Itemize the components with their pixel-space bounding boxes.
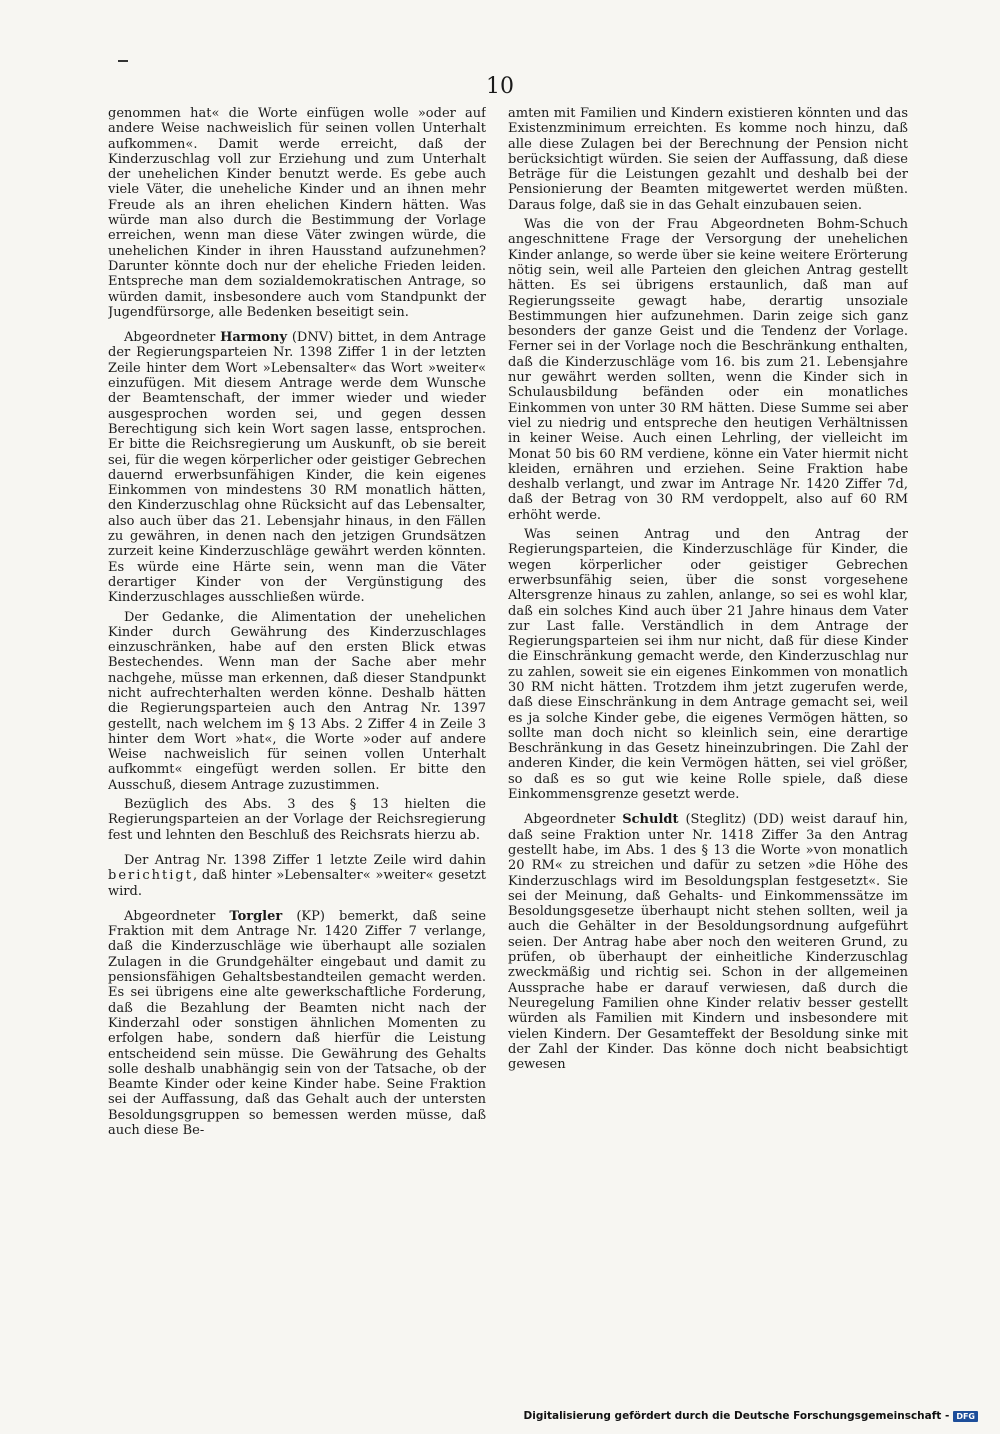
paragraph: Was die von der Frau Abgeordneten Bohm-Schuch angeschnittene Frage der Versorgung der unehelichen Kinder anlange, so werde über sie keine weitere Erörterung nötig sein, weil alle Parteien den gleichen Antrag gestellt hätten. Es sei übrigens erstaunlich, daß man auf Regierungsseite gewagt habe, derartig unsoziale Bestimmungen hier aufzunehmen. Darin zeige sich ganz besonders der ganze Geist und die Tendenz der Vorlage. Ferner sei in der Vorlage noch die Beschränkung enthalten, daß die Kinderzuschläge vom 16. bis zum 21. Lebensjahre nur gewährt werden sollten, wenn die Kinder sich in Schulausbildung befänden oder ein monatliches Einkommen von unter 30 RM hätten. Diese Summe sei aber viel zu niedrig und entspreche den heutigen Verhältnissen in keiner Weise. Auch einen Lehrling, der vielleicht im Monat 50 bis 60 RM verdiene, könne ein Vater hiermit nicht kleiden, ernähren und erziehen. Seine Fraktion habe deshalb verlangt, und zwar im Antrage Nr. 1420 Ziffer 7d, daß der Betrag von 30 RM verdoppelt, also auf 60 RM erhöht werde. [508, 217, 908, 523]
paragraph: Der Gedanke, die Alimentation der unehelichen Kinder durch Gewährung des Kinderzuschlages einzuschränken, habe auf den ersten Blick etwas Bestechendes. Wenn man der Sache aber mehr nachgehe, müsse man erkennen, daß dieser Standpunkt nicht aufrechterhalten werden könne. Deshalb hätten die Regierungsparteien auch den Antrag Nr. 1397 gestellt, nach welchem im § 13 Abs. 2 Ziffer 4 in Zeile 3 hinter dem Wort »hat«, die Worte »oder auf andere Weise nachweislich für seinen vollen Unterhalt aufkommt« eingefügt werden sollen. Er bitte den Ausschuß, diesem Antrage zuzustimmen. [108, 609, 486, 793]
page-number: 10 [486, 74, 514, 99]
speaker-prefix: Abgeordneter [124, 908, 216, 924]
scan-mark [118, 60, 128, 62]
dfg-logo: DFG [953, 1411, 978, 1422]
paragraph-harmony [108, 330, 486, 605]
paragraph: Bezüglich des Abs. 3 des § 13 hielten die Regierungsparteien an der Vorlage der Reichsregierung fest und lehnten den Beschluß des Reichsrats hierzu ab. [108, 797, 486, 843]
paragraph-schuldt [508, 812, 908, 1072]
paragraph: genommen hat« die Worte einfügen wolle »oder auf andere Weise nachweislich für seinen vollen Unterhalt aufkommen«. Damit werde erreicht, daß der Kinderzuschlag voll zur Erziehung und zum Unterhalt der unehelichen Kinder benutzt werde. Es gebe auch viele Väter, die uneheliche Kinder und an ihnen mehr Freude als an ihren ehelichen Kindern hätten. Was würde man also durch die Bestimmung der Vorlage erreichen, wenn man diese Väter zwingen würde, die unehelichen Kinder in ihren Hausstand aufzunehmen? Darunter könnte doch nur der eheliche Frieden leiden. Entspreche man dem sozialdemokratischen Antrage, so würden damit, insbesondere auch vom Standpunkt der Jugendfürsorge, alle Bedenken beseitigt sein. [108, 106, 486, 320]
paragraph: Was seinen Antrag und den Antrag der Regierungsparteien, die Kinderzuschläge für Kinder, die wegen körperlicher oder geistiger Gebrechen erwerbsunfähig seien, über die sonst vorgesehene Altersgrenze hinaus zu zahlen, anlange, so sei es wohl klar, daß ein solches Kind auch über 21 Jahre hinaus dem Vater zur Last falle. Verständlich in dem Antrage der Regierungsparteien sei ihm nur nicht, daß für diese Kinder die Einschränkung gemacht werde, den Kinderzuschlag nur zu zahlen, soweit sie ein eigenes Einkommen von monatlich 30 RM nicht hätten. Trotzdem ihm jetzt zugerufen werde, daß diese Einschränkung in dem Antrage gemacht sei, weil es ja solche Kinder gebe, die eigenes Vermögen hätten, so sollte man doch nicht so kleinlich sein, eine derartige Beschränkung in das Gesetz hineinzubringen. Die Zahl der anderen Kinder, die kein Vermögen hätten, sei viel größer, so daß es so gut wie keine Rolle spiele, daß diese Einkommensgrenze gesetzt werde. [508, 527, 908, 803]
speaker-prefix: Abgeordneter [524, 812, 616, 828]
paragraph-text: (Steglitz) (DD) weist darauf hin, daß seine Fraktion unter Nr. 1418 Ziffer 3a den Antrag gestellt habe, im Abs. 1 des § 13 die Worte »von monatlich 20 RM« zu streichen und dafür zu setzen »die Höhe des Kinderzuschlags wird im Besoldungsplan festgesetzt«. Sie sei der Meinung, daß Gehalts- und Einkommenssätze im Besoldungsgesetze überhaupt nicht stehen sollten, weil ja auch die Gehälter in der Besoldungsordnung aufgeführt seien. Der Antrag habe aber noch den weiteren Grund, zu prüfen, ob überhaupt der einheitliche Kinderzuschlag zweckmäßig und richtig sei. Schon in der allgemeinen Aussprache habe er darauf verwiesen, daß durch die Neuregelung Familien ohne Kinder relativ besser gestellt würden als Familien mit Kindern und insbesondere mit vielen Kindern. Der Gesamteffekt der Besoldung sinke mit der Zahl der Kinder. Das könne doch nicht beabsichtigt gewesen [508, 812, 908, 1073]
paragraph: amten mit Familien und Kindern existieren könnten und das Existenzminimum erreichten. Es komme noch hinzu, daß alle diese Zulagen bei der Berechnung der Pension nicht berücksichtigt würden. Sie seien der Auffassung, daß diese Beträge für die Leistungen gezahlt und deshalb bei der Pensionierung der Beamten mitgewertet werden müßten. Daraus folge, daß sie in das Gehalt einzubauen seien. [508, 106, 908, 213]
digitization-footer [524, 1410, 978, 1422]
paragraph-correction [108, 853, 486, 899]
paragraph-text: , daß hinter »Lebensalter« »weiter« gesetzt wird. [108, 868, 486, 899]
paragraph-text: (DNV) bittet, in dem Antrage der Regierungsparteien Nr. 1398 Ziffer 1 in der letzten Zeile hinter dem Wort »Lebensalter« das Wort »weiter« einzufügen. Mit diesem Antrage werde dem Wunsche der Beamtenschaft, der immer wieder und wieder ausgesprochen worden sei, und gegen dessen Berechtigung sich kein Wort sagen lasse, entsprochen. Er bitte die Reichsregierung um Auskunft, ob sie bereit sei, für die wegen körperlicher oder geistiger Gebrechen dauernd erwerbsunfähigen Kinder, die kein eigenes Einkommen von mindestens 30 RM monatlich hätten, den Kinderzuschlag ohne Rücksicht auf das Lebensalter, also auch über das 21. Lebensjahr hinaus, in den Fällen zu gewähren, in denen nach den jetzigen Grundsätzen zurzeit keine Kinderzuschläge gewährt werden könnten. Es würde eine Härte sein, wenn man die Väter derartiger Kinder von der Vergünstigung des Kinderzuschlages ausschließen würde. [108, 330, 486, 606]
paragraph-torgler [108, 909, 486, 1138]
spaced-word: berichtigt [108, 868, 193, 884]
paragraph-text: Der Antrag Nr. 1398 Ziffer 1 letzte Zeile wird dahin [124, 852, 486, 868]
speaker-name: Torgler [229, 908, 283, 924]
right-column [508, 106, 908, 1306]
left-column [108, 106, 486, 1306]
speaker-prefix: Abgeordneter [124, 330, 216, 346]
footer-text: Digitalisierung gefördert durch die Deutsche Forschungsgemeinschaft - [523, 1410, 950, 1422]
speaker-name: Harmony [220, 330, 288, 346]
speaker-name: Schuldt [622, 812, 679, 828]
paragraph-text: (KP) bemerkt, daß seine Fraktion mit dem Antrage Nr. 1420 Ziffer 7 verlange, daß die Kinderzuschläge wie überhaupt alle sozialen Zulagen in die Grundgehälter eingebaut und damit zu pensionsfähigen Gehaltsbestandteilen gemacht werden. Es sei übrigens eine alte gewerkschaftliche Forderung, daß die Bezahlung der Beamten nicht nach der Kinderzahl oder sonstigen ähnlichen Momenten zu erfolgen habe, sondern daß hierfür die Leistung entscheidend sein müsse. Die Gewährung des Gehalts solle deshalb unabhängig sein von der Tatsache, ob der Beamte Kinder oder keine Kinder habe. Seine Fraktion sei der Auffassung, daß das Gehalt auch der untersten Besoldungsgruppen so bemessen werden müsse, daß auch diese Be- [108, 908, 486, 1138]
